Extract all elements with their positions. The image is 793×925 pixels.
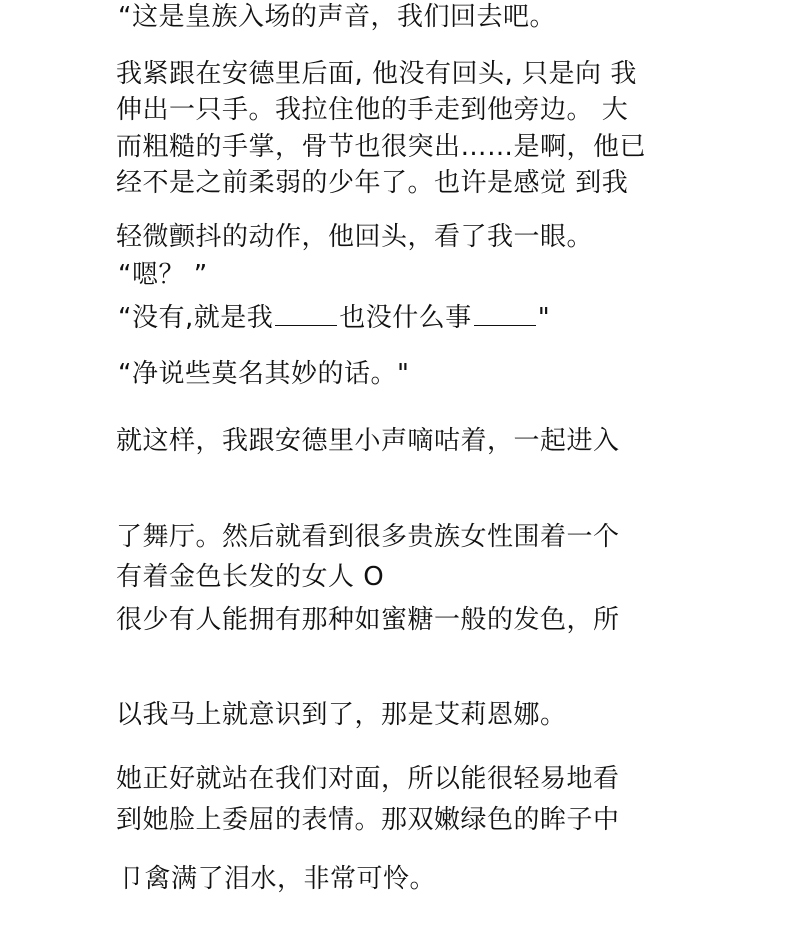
text-line: “净说些莫名其妙的话。" (118, 359, 410, 389)
text-line: 了舞厅。然后就看到很多贵族女性围着一个 (116, 522, 620, 552)
text-line: 到她脸上委屈的表情。那双嫩绿色的眸子中 (116, 805, 620, 835)
dialogue-part: “没有,就是我 (118, 303, 274, 333)
text-line: 很少有人能拥有那种如蜜糖一般的发色，所 (116, 605, 620, 635)
fill-in-blank (275, 303, 337, 326)
text-line: 她正好就站在我们对面，所以能很轻易地看 (116, 764, 620, 794)
text-line: 轻微颤抖的动作，他回头，看了我一眼。 (116, 222, 594, 252)
text-line: 以我马上就意识到了，那是艾莉恩娜。 (116, 700, 567, 730)
text-line: 有着金色长发的女人 O (116, 562, 385, 592)
text-line: 伸出一只手。我拉住他的手走到他旁边。 大 (116, 95, 629, 125)
text-line: “嗯？ ” (118, 260, 208, 290)
dialogue-part: 也没什么事 (339, 303, 472, 333)
text-line: “这是皇族入场的声音，我们回去吧。 (118, 2, 556, 32)
dialogue-line-with-blanks (118, 301, 550, 335)
text-line: 就这样，我跟安德里小声嘀咕着，一起进入 (116, 426, 620, 456)
text-line: 经不是之前柔弱的少年了。也许是感觉 到我 (116, 168, 629, 198)
text-line: 而粗糙的手掌，骨节也很突出……是啊，他已 (116, 132, 647, 162)
dialogue-part: " (537, 303, 551, 333)
text-line: 卩禽满了泪水，非常可怜。 (118, 864, 437, 894)
text-line: 我紧跟在安德里后面, 他没有回头, 只是向 我 (116, 59, 637, 89)
fill-in-blank (474, 303, 536, 326)
